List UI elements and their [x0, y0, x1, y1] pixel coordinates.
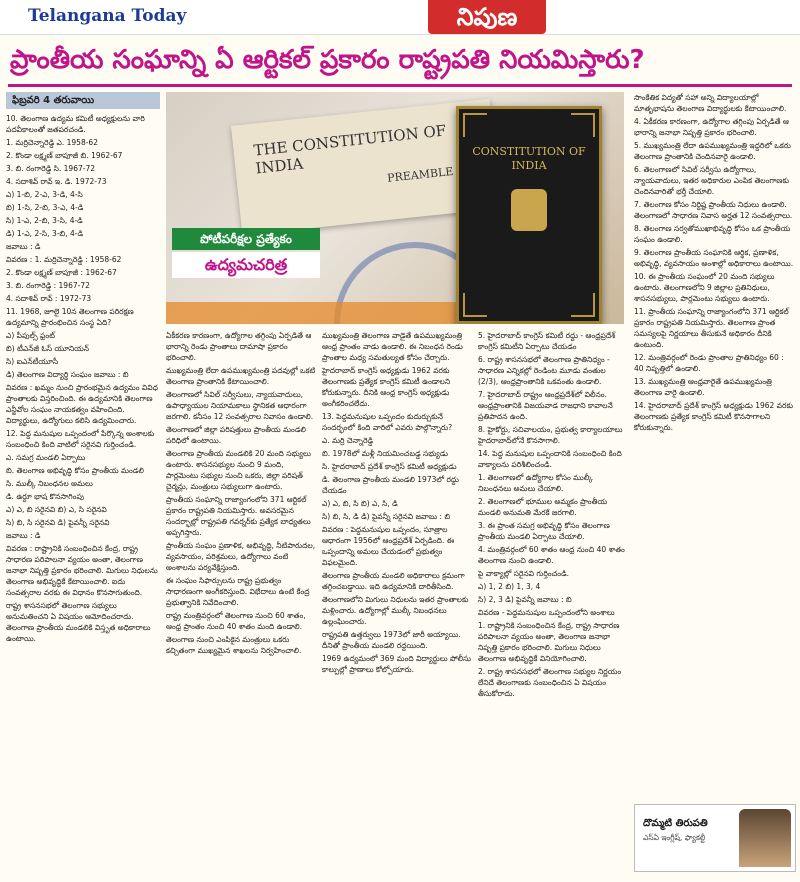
page-title: ప్రాంతీయ సంఘాన్ని ఏ ఆర్టికల్ ప్రకారం రాష్ట్రపతి నియమిస్తారు? — [10, 45, 645, 75]
article-line: సి) బి, సి, డి డి) పైవన్నీ సరైనవి జవాబు : బి — [322, 512, 451, 521]
article-line: 12. మంత్రివర్గంలో రెండు ప్రాంతాల ప్రాతినిధ్యం 60 : 40 నిష్పత్తిలో ఉండాలి. — [634, 353, 784, 373]
article-line: 3. బి. రంగారెడ్డి సి. 1967-72 — [6, 164, 95, 173]
article-line: 8. తెలంగాణ సర్వతోముఖాభివృద్ధి కోసం ఒక ప్రాంతీయ సంఘం ఉండాలి. — [634, 224, 791, 244]
paper-subtitle: PREAMBLE — [386, 164, 454, 185]
article-line: పై వాక్యాల్లో సరైనవి గుర్తించండి. — [478, 569, 570, 578]
article-line: రాష్ట్ర శాసనసభలో తెలంగాణ సభ్యులు అనుమతించని ఏ విషయం ఆమోదించరాదు. తెలంగాణ ప్రాంతీయ మండలికి విస్తృత అధికారాలు ఉంటాయి. — [6, 601, 151, 643]
article-line: సి) ఐఎన్‌టీయూసీ — [6, 357, 59, 366]
article-line: ప్రాంతీయ సంఘం ప్రణాళిక, అభివృద్ధి, నీటిపారుదల, వ్యవసాయం, పరిశ్రమలు, ఉద్యోగాలు వంటి అంశాలను పర్యవేక్షిస్తుంది. — [166, 541, 316, 572]
article-line: తెలంగాణ ప్రాంతీయ మండలి అధికారాలు క్రమంగా తగ్గించబడ్డాయి. ఇది ఉద్యమానికి దారితీసింది. — [322, 571, 465, 591]
author-role: ఎస్‌ఏ ఇంగ్లీష్, ఫ్యాకల్టీ — [643, 833, 706, 842]
competitive-exam-tag: పోటీపరీక్షల ప్రత్యేకం — [172, 228, 320, 250]
masthead — [0, 0, 800, 35]
author-avatar — [739, 809, 791, 867]
section-logo: నిపుణ — [428, 0, 546, 34]
article-line: 10. తెలంగాణ ఉద్యమ కమిటీ అధ్యక్షులను వారి పదవీకాలంతో జతపరచండి. — [6, 114, 145, 134]
article-line: వివరణ : 1. మర్రిచెన్నారెడ్డి : 1958-62 — [6, 255, 122, 264]
history-tag: ఉద్యమచరిత్ర — [172, 252, 320, 278]
article-line: 9. తెలంగాణ ప్రాంతీయ సంఘానికి ఆర్థిక, ప్రణాళిక, అభివృద్ధి, వ్యవసాయం అంశాల్లో అధికారాలు ఉంటాయి. — [634, 248, 794, 268]
article-line: వివరణ : రాష్ట్రానికి సంబంధించిన కేంద్ర, రాష్ట్ర సాధారణ పరిపాలనా వ్యయం అంతా, తెలంగాణ జనాభా నిష్పత్తి ప్రకారం భరించాలి. మిగులు నిధులను తెలంగాణ అభివృద్ధికే కేటాయించాలి. ఐదు సంవత్సరాల వరకు ఈ విధానం కొనసాగుతుంది. — [6, 544, 158, 597]
article-line: డి. తెలంగాణ ప్రాంతీయ మండలి 1973లో రద్దు చేయడం — [322, 475, 459, 495]
article-line: డి) 1-ఎ, 2-సి, 3-బి, 4-డి — [6, 229, 84, 238]
article-line: వివరణ : ఖమ్మం నుంచి ప్రారంభమైన ఉద్యమం వివిధ ప్రాంతాలకు విస్తరించింది. ఈ ఉద్యమానికి తెలంగాణ ఎన్జీవోల సంఘం నాయకత్వం వహించింది. విద్యార్థులు, ఉద్యోగులు కలిసి ఉద్యమించారు. — [6, 383, 158, 425]
article-line: 2. కొండా లక్ష్మణ్ బాపూజీ బి. 1962-67 — [6, 151, 123, 160]
author-card — [634, 804, 796, 872]
article-line: 4. మంత్రివర్గంలో 60 శాతం ఆంధ్ర నుంచి 40 శాతం తెలంగాణ నుంచి ఉండాలి. — [478, 545, 625, 565]
article-line: 1. రాష్ట్రానికి సంబంధించిన కేంద్ర, రాష్ట్ర సాధారణ పరిపాలనా వ్యయం అంతా, తెలంగాణ జనాభా నిష్పత్తి ప్రకారం భరించాలి. మిగులు నిధులు తెలంగాణ అభివృద్ధికే వినియోగించాలి. — [478, 621, 620, 663]
article-line: 2. తెలంగాణలో భూముల అమ్మకం ప్రాంతీయ మండలి అనుమతి మేరకే జరగాలి. — [478, 497, 608, 517]
article-line: 1. మర్రిచెన్నారెడ్డి ఎ. 1958-62 — [6, 138, 98, 147]
title-rule — [8, 84, 792, 87]
article-line: ఎ. మర్రి చెన్నారెడ్డి — [322, 436, 374, 445]
paper-title: THE CONSTITUTION OF INDIA — [252, 121, 447, 178]
article-line: ఎ) ఎ, బి, సి బి) ఎ, సి, డి — [322, 499, 398, 508]
article-line: తెలంగాణలోని మిగులు నిధులను ఇతర ప్రాంతాలకు మళ్లించారు. ఉద్యోగాల్లో ముల్కీ నిబంధనలు ఉల్లంఘించారు. — [322, 595, 469, 626]
article-line: సి) బి, సి సరైనవి డి) పైవన్నీ సరైనవి — [6, 518, 110, 527]
article-line: ముఖ్యమంత్రి లేదా ఉపముఖ్యమంత్రి పదవుల్లో ఒకటి తెలంగాణ ప్రాంతానికి కేటాయించాలి. — [166, 366, 316, 386]
article-line: 13. పెద్దమనుషుల ఒప్పందం కుదుర్చుకునే సందర్భంలో కింది వారిలో ఎవరు పాల్గొన్నారు? — [322, 412, 453, 432]
constitution-photo — [166, 92, 624, 324]
article-line: బి) టీఎన్‌జీ ఓస్ యూనియన్ — [6, 344, 90, 353]
date-tag: ఫిబ్రవరి 4 తరువాయి — [6, 92, 160, 109]
article-line: ప్రాంతీయ సంఘాన్ని రాజ్యాంగంలోని 371 ఆర్టికల్ ప్రకారం రాష్ట్రపతి నియమిస్తారు. అవసరమైన సందర్భాల్లో రాష్ట్రపతి గవర్నర్‌కు ప్రత్యేక బాధ్యతలు అప్పగిస్తారు. — [166, 495, 311, 537]
article-line: సి) 2, 3 డి) పైవన్నీ జవాబు : బి — [478, 595, 572, 604]
book-corner — [463, 113, 487, 137]
article-line: 1. తెలంగాణలో ఉద్యోగాల కోసం ముల్కీ నిబంధనలు అమలు చేయాలి. — [478, 473, 593, 493]
article-line: సి. ముల్కీ నిబంధనల అమలు — [6, 479, 93, 488]
article-line: రాష్ట్ర మంత్రివర్గంలో తెలంగాణ నుంచి 60 శాతం, ఆంధ్ర ప్రాంతం నుంచి 40 శాతం మంది ఉండాలి. — [166, 611, 306, 631]
article-line: తెలంగాణలో జిల్లా పరిషత్తులు ప్రాంతీయ మండలి పరిధిలో ఉంటాయి. — [166, 425, 306, 445]
article-line: బి. తెలంగాణ అభివృద్ధి కోసం ప్రాంతీయ మండలి — [6, 466, 144, 475]
article-line: ముఖ్యమంత్రి తెలంగాణ వాడైతే ఉపముఖ్యమంత్రి ఆంధ్ర ప్రాంతం వాడు ఉండాలి. ఈ నిబంధన రెండు ప్రాంతాల మధ్య సమతుల్యత కోసం చేర్చారు. — [322, 331, 463, 362]
article-line: 2. రాష్ట్ర శాసనసభలో తెలంగాణ సభ్యుల నిర్ణయం లేనిదే తెలంగాణకు సంబంధించిన ఏ విషయం తీసుకోరాదు. — [478, 667, 622, 698]
column-3 — [322, 330, 472, 876]
article-line: వివరణ - పెద్దమనుషుల ఒప్పందంలోని అంశాలు — [478, 608, 615, 617]
article-line: ఎ) 1, 2 బి) 1, 3, 4 — [478, 582, 541, 591]
article-line: డి) తెలంగాణ విద్యార్థి సంఘం జవాబు : బి — [6, 370, 129, 379]
article-line: వివరణ : పెద్దమనుషుల ఒప్పందం, సూత్రాల ఆధారంగా 1956లో ఆంధ్రప్రదేశ్ ఏర్పడింది. ఈ ఒప్పందాన్ని అమలు చేయడంలో ప్రభుత్వం విఫలమైంది. — [322, 525, 455, 567]
article-line: సి. హైదరాబాద్ ప్రదేశ్ కాంగ్రెస్ కమిటీ అధ్యక్షుడు — [322, 462, 457, 471]
book-title: CONSTITUTION OF INDIA — [472, 145, 586, 172]
brand-logo: Telangana Today — [28, 6, 187, 26]
article-line: 6. తెలంగాణలో సివిల్ సర్వీసు ఉద్యోగాలు, న్యాయవాదులు, ఇతర అధికారుల ఎంపిక తెలంగాణకు చెందినవారితో భర్తీ చేయాలి. — [634, 165, 790, 196]
book-corner — [463, 293, 487, 317]
article-line: సి) 1-ఎ, 2-బి, 3-సి, 4-డి — [6, 216, 83, 225]
article-line: 11. ప్రాంతీయ సంఘాన్ని రాజ్యాంగంలోని 371 ఆర్టికల్ ప్రకారం రాష్ట్రపతి నియమిస్తారు. తెలంగాణ ప్రాంత సమస్యలపై నిర్ణయాలు తీసుకునే అధికారం దీనికి ఉంటుంది. — [634, 307, 789, 349]
article-line: తెలంగాణ ప్రాంతీయ మండలికి 20 మంది సభ్యులు ఉంటారు. శాసనసభ్యుల నుంచి 9 మంది, పార్లమెంటు సభ్యుల నుంచి ఒకరు, జిల్లా పరిషత్ చైర్మన్లు, మంత్రులు సభ్యులుగా ఉంటారు. — [166, 449, 311, 491]
article-line: 10. ఈ ప్రాంతీయ సంఘంలో 20 మంది సభ్యులు ఉంటారు. తెలంగాణలోని 9 జిల్లాల ప్రతినిధులు, శాసనసభ్యులు, పార్లమెంటు సభ్యులు ఉంటారు. — [634, 272, 775, 303]
article-line: ఏకీకరణ కారణంగా, ఉద్యోగాల తగ్గింపు ఏర్పడితే ఆ భారాన్ని రెండు ప్రాంతాలు దామాషా ప్రకారం భరించాలి. — [166, 331, 312, 362]
article-line: జవాబు : డి — [6, 242, 41, 251]
article-line: 5. హైదరాబాద్ కాంగ్రెస్ కమిటీ రద్దు - ఆంధ్రప్రదేశ్ కాంగ్రెస్ కమిటీని ఏర్పాటు చేయడం — [478, 331, 616, 351]
article-line: 14. పెద్ద మనుషుల ఒప్పందానికి సంబంధించి కింది వాక్యాలను పరిశీలించండి. — [478, 449, 622, 469]
article-line: 3. బి. రంగారెడ్డి : 1967-72 — [6, 281, 90, 290]
article-line: 7. తెలంగాణ కోసం నిర్దిష్ట ప్రాంతీయ నిధులు ఉండాలి. తెలంగాణలో సాధారణ నివాస అర్హత 12 సంవత్సరాలు. — [634, 200, 793, 220]
article-line: రాష్ట్రపతి ఉత్తర్వులు 1973లో జారీ అయ్యాయి. దీనితో ప్రాంతీయ మండలి రద్దయింది. — [322, 630, 461, 650]
article-line: జవాబు : డి — [6, 531, 41, 540]
article-line: ఎ) 1-బి, 2-ఎ, 3-డి, 4-సి — [6, 190, 83, 199]
book-corner — [571, 113, 595, 137]
column-4 — [478, 330, 628, 876]
article-line: డి. ఉర్దూ భాష కొనసాగింపు — [6, 492, 84, 501]
article-line: 4. ఏకీకరణ కారణంగా, ఉద్యోగాల తగ్గింపు ఏర్పడితే ఆ భారాన్ని జనాభా నిష్పత్తి ప్రకారం భరించాలి. — [634, 117, 789, 137]
article-line: బి) 1-సి, 2-బి, 3-ఎ, 4-డి — [6, 203, 84, 212]
flag-band — [166, 302, 466, 324]
article-line: ఎ) పీపుల్స్ ఫ్రంట్ — [6, 331, 55, 340]
author-name: దొమ్మటి తిరుపతి — [643, 818, 708, 829]
column-1 — [6, 92, 160, 876]
article-line: ఎ) ఎ, బి సరైనవి బి) ఎ, సి సరైనవి — [6, 505, 107, 514]
article-line: 14. హైదరాబాద్ ప్రదేశ్ కాంగ్రెస్ అధ్యక్షుడు 1962 వరకు తెలంగాణకు ప్రత్యేక కాంగ్రెస్ కమిటీ కొనసాగాలని కోరుకున్నారు. — [634, 401, 793, 432]
article-line: 13. ముఖ్యమంత్రి ఆంధ్రవారైతే ఉపముఖ్యమంత్రి తెలంగాణ వారై ఉండాలి. — [634, 377, 772, 397]
article-line: 12. పెద్ద మనుషుల ఒప్పందంలో పేర్కొన్న అంశాలకు సంబంధించి కింది వాటిలో సరైనవి గుర్తించండి. — [6, 429, 155, 449]
article-line: 8. హైకోర్టు, సచివాలయం, ప్రభుత్వ కార్యాలయాలు హైదరాబాద్‌లోనే కొనసాగాలి. — [478, 425, 623, 445]
book-corner — [571, 293, 595, 317]
article-line: 6. రాష్ట్ర శాసనసభలో తెలంగాణ ప్రాతినిధ్యం - సాధారణ ఎన్నికల్లో రెండింట మూడు వంతుల (2/3), ఆంధ్రప్రాంతానికి ఒకవంతు ఉండాలి. — [478, 355, 610, 386]
article-line: 3. ఈ ప్రాంత సమగ్ర అభివృద్ధి కోసం తెలంగాణ ప్రాంతీయ మండలి ఏర్పాటు చేయాలి. — [478, 521, 610, 541]
national-emblem — [511, 189, 547, 231]
article-line: 4. సదాశివ్ రావ్ ఇ. డి. 1972-73 — [6, 177, 107, 186]
article-line: 7. హైదరాబాద్ రాష్ట్రం ఆంధ్రప్రదేశ్‌లో విలీనం. ఆంధ్రప్రాంతానికి విజయవాడ రాజధాని కావాలనే ప్రతిపాదన ఉంది. — [478, 390, 613, 421]
article-line: 4. సదాశివ్ రావ్ : 1972-73 — [6, 294, 92, 303]
article-line: 5. ముఖ్యమంత్రి లేదా ఉపముఖ్యమంత్రి ఇద్దరిలో ఒకరు తెలంగాణ ప్రాంతానికి చెందినవారై ఉండాలి. — [634, 141, 791, 161]
article-line: 1969 ఉద్యమంలో 369 మంది విద్యార్థులు పోలీసు కాల్పుల్లో ప్రాణాలు కోల్పోయారు. — [322, 654, 471, 674]
article-line: హైదరాబాద్ కాంగ్రెస్ అధ్యక్షుడు 1962 వరకు తెలంగాణకు ప్రత్యేక కాంగ్రెస్ కమిటీ ఉండాలని కోరుకున్నారు. దీనికి ఆంధ్ర కాంగ్రెస్ అధ్యక్షుడు అంగీకరించలేదు. — [322, 366, 451, 408]
article-line: 11. 1968, జూలై 10న తెలంగాణ పరిరక్షణ ఉద్యమాన్ని ప్రారంభించిన సంస్థ ఏది? — [6, 307, 134, 327]
article-line: తెలంగాణ నుంచి ఎంపికైన మంత్రులు ఒకరు కచ్చితంగా ముఖ్యమైన శాఖలను నిర్వహించాలి. — [166, 635, 302, 655]
article-line: తెలంగాణలో సివిల్ సర్వీసులు, న్యాయవాదులు, ఉపాధ్యాయుల నియామకాలు స్థానికత ఆధారంగా జరగాలి. కనీసం 12 సంవత్సరాల నివాసం ఉండాలి. — [166, 390, 314, 421]
article-line: ఈ సంఘం సిఫార్సులను రాష్ట్ర ప్రభుత్వం సాధారణంగా అంగీకరిస్తుంది. విభేదాలు ఉంటే కేంద్ర ప్రభుత్వానికి నివేదించాలి. — [166, 576, 310, 607]
article-line: బి. 1978లో మళ్లీ నియమించబడ్డ సభ్యుడు — [322, 449, 449, 458]
article-line: సాంకేతిక విద్యతో సహా అన్ని విద్యాలయాల్లో మాతృభాషను తెలంగాణ విద్యార్థులకు కేటాయించాలి. — [634, 93, 787, 113]
constitution-book — [456, 106, 602, 324]
article-line: ఎ. సమగ్ర మండలి ఏర్పాటు — [6, 453, 86, 462]
article-line: 2. కొండా లక్ష్మణ్ బాపూజీ : 1962-67 — [6, 268, 117, 277]
column-2 — [166, 330, 316, 876]
column-5 — [634, 92, 794, 798]
